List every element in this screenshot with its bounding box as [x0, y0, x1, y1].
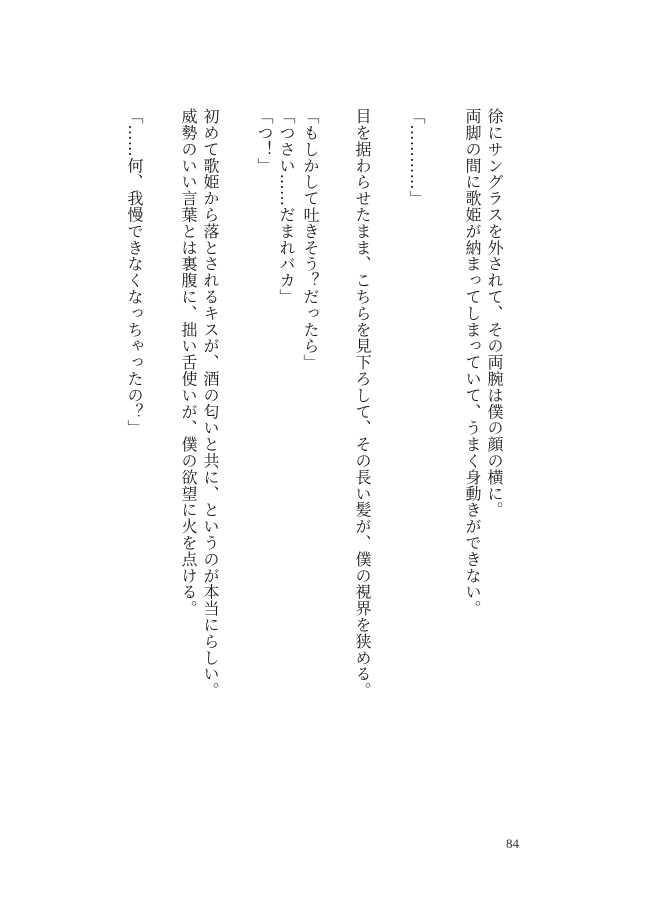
text-line-7: 「つ！」 — [255, 108, 274, 174]
text-line-4: 目を据わらせたまま、こちらを見下ろして、その長い髪が、僕の視界を狭める。 — [353, 108, 372, 699]
text-line-1: 徐にサングラスを外されて、その両腕は僕の顔の横に。 — [485, 108, 504, 518]
text-line-10: 「……何、我慢できなくなっちゃったの？」 — [125, 108, 144, 436]
text-line-5: 「もしかして吐きそう？だったら」 — [301, 108, 320, 371]
page-number: 84 — [506, 836, 519, 851]
text-line-2: 両脚の間に歌姫が納まってしまっていて、うまく身動きができない。 — [463, 108, 482, 617]
text-line-9: 威勢のいい言葉とは裏腹に、拙い舌使いが、僕の欲望に火を点ける。 — [179, 108, 198, 617]
text-line-6: 「つさい……だまれバカ」 — [277, 108, 296, 305]
text-line-8: 初めて歌姫から落とされるキスが、酒の匂いと共に、というのが本当にらしい。 — [201, 108, 220, 699]
text-line-3: 「…………」 — [407, 108, 426, 207]
